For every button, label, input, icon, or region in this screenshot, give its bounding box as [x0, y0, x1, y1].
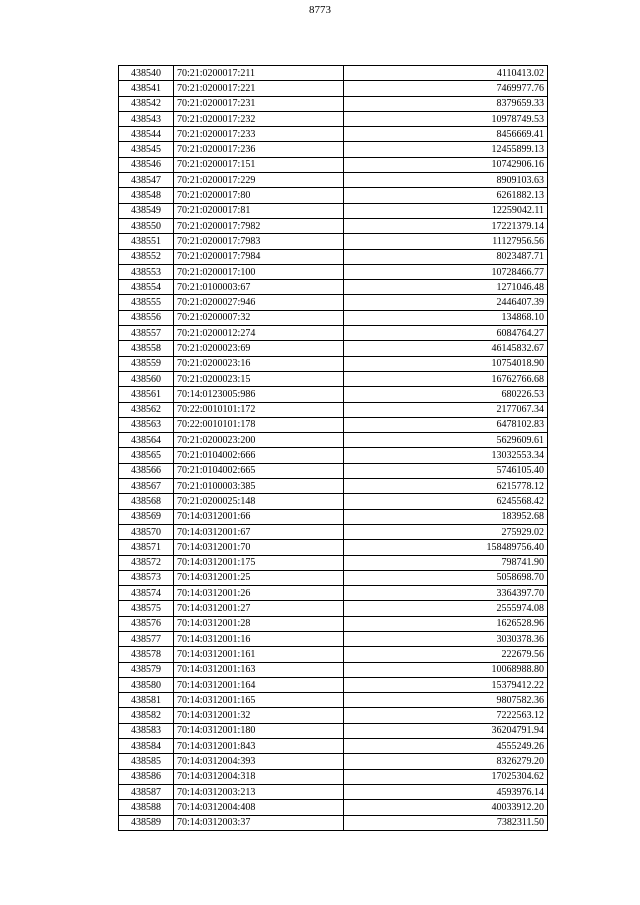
cadastral-number-cell: 70:21:0200007:32 — [174, 310, 344, 325]
row-number-cell: 438583 — [119, 723, 174, 738]
table-row — [119, 81, 548, 96]
row-number-cell: 438570 — [119, 524, 174, 539]
row-number-cell: 438553 — [119, 264, 174, 279]
cadastral-number-cell: 70:21:0200017:151 — [174, 157, 344, 172]
table-row — [119, 494, 548, 509]
cadastral-number-cell: 70:14:0312001:26 — [174, 586, 344, 601]
row-number-cell: 438579 — [119, 662, 174, 677]
table-row — [119, 387, 548, 402]
cadastral-number-cell: 70:21:0200023:69 — [174, 341, 344, 356]
cadastral-value-cell: 2177067.34 — [344, 402, 548, 417]
cadastral-value-cell: 4110413.02 — [344, 66, 548, 81]
cadastral-value-cell: 6261882.13 — [344, 188, 548, 203]
row-number-cell: 438558 — [119, 341, 174, 356]
row-number-cell: 438571 — [119, 540, 174, 555]
cadastral-number-cell: 70:21:0200017:229 — [174, 173, 344, 188]
cadastral-value-cell: 8326279.20 — [344, 754, 548, 769]
cadastral-value-cell: 2555974.08 — [344, 601, 548, 616]
table-row — [119, 341, 548, 356]
cadastral-number-cell: 70:21:0200017:211 — [174, 66, 344, 81]
row-number-cell: 438549 — [119, 203, 174, 218]
cadastral-value-cell: 15379412.22 — [344, 677, 548, 692]
cadastral-value-cell: 3030378.36 — [344, 631, 548, 646]
cadastral-number-cell: 70:21:0200027:946 — [174, 295, 344, 310]
cadastral-number-cell: 70:14:0312001:164 — [174, 677, 344, 692]
cadastral-value-cell: 5629609.61 — [344, 433, 548, 448]
cadastral-value-cell: 10754018.90 — [344, 356, 548, 371]
cadastral-value-cell: 12259042.11 — [344, 203, 548, 218]
cadastral-value-cell: 6215778.12 — [344, 479, 548, 494]
table-row — [119, 218, 548, 233]
table-row — [119, 203, 548, 218]
table-row — [119, 708, 548, 723]
table-row — [119, 326, 548, 341]
row-number-cell: 438572 — [119, 555, 174, 570]
table-row — [119, 739, 548, 754]
cadastral-number-cell: 70:14:0312001:16 — [174, 631, 344, 646]
row-number-cell: 438542 — [119, 96, 174, 111]
table-row — [119, 127, 548, 142]
row-number-cell: 438552 — [119, 249, 174, 264]
table-row — [119, 280, 548, 295]
cadastral-value-cell: 8456669.41 — [344, 127, 548, 142]
table-row — [119, 142, 548, 157]
cadastral-value-cell: 9807582.36 — [344, 693, 548, 708]
cadastral-number-cell: 70:14:0312001:163 — [174, 662, 344, 677]
cadastral-number-cell: 70:21:0200017:100 — [174, 264, 344, 279]
cadastral-value-cell: 275929.02 — [344, 524, 548, 539]
row-number-cell: 438566 — [119, 463, 174, 478]
row-number-cell: 438565 — [119, 448, 174, 463]
cadastral-number-cell: 70:22:0010101:178 — [174, 417, 344, 432]
row-number-cell: 438577 — [119, 631, 174, 646]
cadastral-number-cell: 70:21:0200017:236 — [174, 142, 344, 157]
table-row — [119, 509, 548, 524]
row-number-cell: 438564 — [119, 433, 174, 448]
cadastral-value-cell: 8379659.33 — [344, 96, 548, 111]
cadastral-value-cell: 40033912.20 — [344, 800, 548, 815]
table-row — [119, 555, 548, 570]
row-number-cell: 438585 — [119, 754, 174, 769]
cadastral-value-table — [118, 65, 548, 831]
row-number-cell: 438589 — [119, 815, 174, 830]
cadastral-number-cell: 70:21:0104002:665 — [174, 463, 344, 478]
cadastral-number-cell: 70:21:0200017:232 — [174, 111, 344, 126]
cadastral-number-cell: 70:14:0312001:843 — [174, 739, 344, 754]
row-number-cell: 438582 — [119, 708, 174, 723]
cadastral-number-cell: 70:14:0312004:318 — [174, 769, 344, 784]
cadastral-number-cell: 70:14:0312004:393 — [174, 754, 344, 769]
table-row — [119, 784, 548, 799]
cadastral-number-cell: 70:14:0312001:28 — [174, 616, 344, 631]
table-row — [119, 601, 548, 616]
table-row — [119, 234, 548, 249]
row-number-cell: 438559 — [119, 356, 174, 371]
cadastral-number-cell: 70:14:0312003:213 — [174, 784, 344, 799]
cadastral-value-cell: 10978749.53 — [344, 111, 548, 126]
cadastral-number-cell: 70:14:0312001:161 — [174, 647, 344, 662]
cadastral-number-cell: 70:14:0312001:175 — [174, 555, 344, 570]
row-number-cell: 438569 — [119, 509, 174, 524]
row-number-cell: 438541 — [119, 81, 174, 96]
table-row — [119, 264, 548, 279]
cadastral-value-cell: 6478102.83 — [344, 417, 548, 432]
cadastral-value-cell: 36204791.94 — [344, 723, 548, 738]
cadastral-number-cell: 70:21:0200017:7983 — [174, 234, 344, 249]
cadastral-number-cell: 70:21:0200012:274 — [174, 326, 344, 341]
row-number-cell: 438540 — [119, 66, 174, 81]
cadastral-value-cell: 10728466.77 — [344, 264, 548, 279]
cadastral-number-cell: 70:21:0100003:385 — [174, 479, 344, 494]
cadastral-value-cell: 46145832.67 — [344, 341, 548, 356]
cadastral-number-cell: 70:14:0312001:25 — [174, 570, 344, 585]
row-number-cell: 438551 — [119, 234, 174, 249]
cadastral-number-cell: 70:14:0123005:986 — [174, 387, 344, 402]
row-number-cell: 438545 — [119, 142, 174, 157]
row-number-cell: 438563 — [119, 417, 174, 432]
row-number-cell: 438568 — [119, 494, 174, 509]
row-number-cell: 438548 — [119, 188, 174, 203]
table-row — [119, 433, 548, 448]
table-row — [119, 677, 548, 692]
table-row — [119, 402, 548, 417]
cadastral-value-cell: 5746105.40 — [344, 463, 548, 478]
cadastral-number-cell: 70:21:0100003:67 — [174, 280, 344, 295]
table-row — [119, 448, 548, 463]
cadastral-value-cell: 1271046.48 — [344, 280, 548, 295]
row-number-cell: 438561 — [119, 387, 174, 402]
cadastral-number-cell: 70:21:0200017:7984 — [174, 249, 344, 264]
row-number-cell: 438560 — [119, 371, 174, 386]
cadastral-number-cell: 70:14:0312001:27 — [174, 601, 344, 616]
table-row — [119, 188, 548, 203]
cadastral-value-cell: 12455899.13 — [344, 142, 548, 157]
row-number-cell: 438580 — [119, 677, 174, 692]
row-number-cell: 438567 — [119, 479, 174, 494]
table-row — [119, 111, 548, 126]
cadastral-number-cell: 70:14:0312003:37 — [174, 815, 344, 830]
cadastral-value-cell: 134868.10 — [344, 310, 548, 325]
cadastral-number-cell: 70:14:0312001:32 — [174, 708, 344, 723]
cadastral-value-cell: 7382311.50 — [344, 815, 548, 830]
table-row — [119, 371, 548, 386]
cadastral-value-cell: 7469977.76 — [344, 81, 548, 96]
table-row — [119, 96, 548, 111]
row-number-cell: 438574 — [119, 586, 174, 601]
cadastral-number-cell: 70:14:0312004:408 — [174, 800, 344, 815]
cadastral-value-cell: 7222563.12 — [344, 708, 548, 723]
table-row — [119, 66, 548, 81]
table-row — [119, 662, 548, 677]
cadastral-value-cell: 17025304.62 — [344, 769, 548, 784]
table-row — [119, 479, 548, 494]
cadastral-value-cell: 3364397.70 — [344, 586, 548, 601]
cadastral-number-cell: 70:21:0200017:81 — [174, 203, 344, 218]
row-number-cell: 438584 — [119, 739, 174, 754]
cadastral-value-cell: 798741.90 — [344, 555, 548, 570]
cadastral-number-cell: 70:21:0200017:7982 — [174, 218, 344, 233]
row-number-cell: 438550 — [119, 218, 174, 233]
cadastral-value-cell: 11127956.56 — [344, 234, 548, 249]
cadastral-value-cell: 6245568.42 — [344, 494, 548, 509]
cadastral-number-cell: 70:14:0312001:180 — [174, 723, 344, 738]
cadastral-value-cell: 158489756.40 — [344, 540, 548, 555]
table-row — [119, 723, 548, 738]
cadastral-value-cell: 183952.68 — [344, 509, 548, 524]
table-row — [119, 356, 548, 371]
table-row — [119, 417, 548, 432]
cadastral-number-cell: 70:21:0200017:221 — [174, 81, 344, 96]
page-number: 8773 — [309, 4, 331, 16]
table-row — [119, 815, 548, 830]
row-number-cell: 438547 — [119, 173, 174, 188]
cadastral-number-cell: 70:14:0312001:70 — [174, 540, 344, 555]
table-row — [119, 647, 548, 662]
cadastral-value-cell: 222679.56 — [344, 647, 548, 662]
table-row — [119, 540, 548, 555]
cadastral-value-cell: 10068988.80 — [344, 662, 548, 677]
row-number-cell: 438575 — [119, 601, 174, 616]
table-row — [119, 524, 548, 539]
cadastral-value-cell: 6084764.27 — [344, 326, 548, 341]
table-row — [119, 295, 548, 310]
table-row — [119, 173, 548, 188]
table-row — [119, 631, 548, 646]
cadastral-value-cell: 5058698.70 — [344, 570, 548, 585]
cadastral-number-cell: 70:21:0200023:200 — [174, 433, 344, 448]
row-number-cell: 438546 — [119, 157, 174, 172]
row-number-cell: 438556 — [119, 310, 174, 325]
row-number-cell: 438586 — [119, 769, 174, 784]
table-body — [119, 66, 548, 831]
row-number-cell: 438555 — [119, 295, 174, 310]
row-number-cell: 438581 — [119, 693, 174, 708]
row-number-cell: 438578 — [119, 647, 174, 662]
table-row — [119, 463, 548, 478]
row-number-cell: 438557 — [119, 326, 174, 341]
cadastral-number-cell: 70:14:0312001:67 — [174, 524, 344, 539]
cadastral-number-cell: 70:21:0200017:233 — [174, 127, 344, 142]
table-row — [119, 800, 548, 815]
cadastral-number-cell: 70:21:0200017:80 — [174, 188, 344, 203]
cadastral-value-cell: 1626528.96 — [344, 616, 548, 631]
cadastral-value-cell: 680226.53 — [344, 387, 548, 402]
cadastral-value-cell: 2446407.39 — [344, 295, 548, 310]
table-row — [119, 769, 548, 784]
cadastral-value-cell: 8023487.71 — [344, 249, 548, 264]
table-row — [119, 586, 548, 601]
cadastral-value-cell: 4555249.26 — [344, 739, 548, 754]
cadastral-number-cell: 70:21:0200017:231 — [174, 96, 344, 111]
cadastral-number-cell: 70:21:0200023:16 — [174, 356, 344, 371]
cadastral-number-cell: 70:22:0010101:172 — [174, 402, 344, 417]
row-number-cell: 438588 — [119, 800, 174, 815]
cadastral-number-cell: 70:21:0104002:666 — [174, 448, 344, 463]
table-row — [119, 157, 548, 172]
cadastral-value-cell: 8909103.63 — [344, 173, 548, 188]
cadastral-number-cell: 70:21:0200025:148 — [174, 494, 344, 509]
table-row — [119, 570, 548, 585]
cadastral-value-cell: 17221379.14 — [344, 218, 548, 233]
row-number-cell: 438573 — [119, 570, 174, 585]
table-row — [119, 249, 548, 264]
table-row — [119, 754, 548, 769]
row-number-cell: 438554 — [119, 280, 174, 295]
table-row — [119, 616, 548, 631]
table-row — [119, 310, 548, 325]
row-number-cell: 438587 — [119, 784, 174, 799]
row-number-cell: 438576 — [119, 616, 174, 631]
table-row — [119, 693, 548, 708]
cadastral-value-cell: 10742906.16 — [344, 157, 548, 172]
row-number-cell: 438543 — [119, 111, 174, 126]
cadastral-number-cell: 70:14:0312001:165 — [174, 693, 344, 708]
cadastral-value-cell: 13032553.34 — [344, 448, 548, 463]
cadastral-number-cell: 70:21:0200023:15 — [174, 371, 344, 386]
row-number-cell: 438544 — [119, 127, 174, 142]
row-number-cell: 438562 — [119, 402, 174, 417]
cadastral-value-cell: 4593976.14 — [344, 784, 548, 799]
cadastral-value-cell: 16762766.68 — [344, 371, 548, 386]
cadastral-number-cell: 70:14:0312001:66 — [174, 509, 344, 524]
